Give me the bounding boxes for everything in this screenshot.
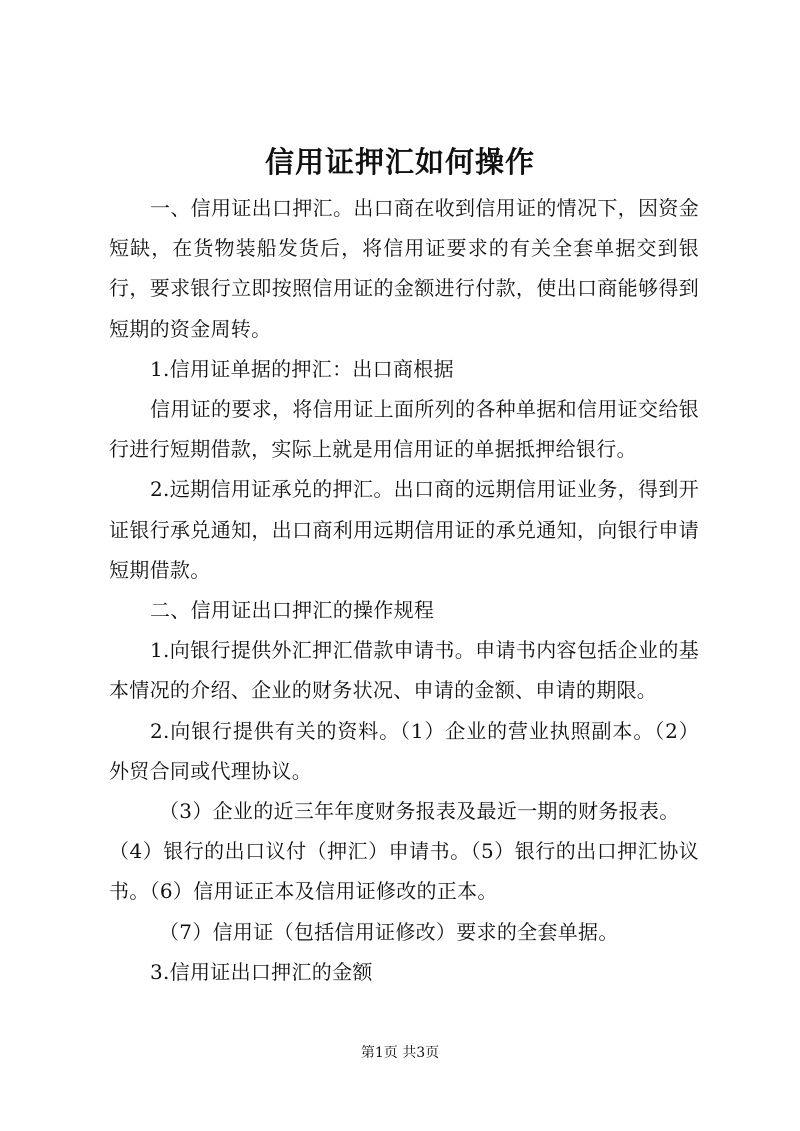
paragraph: （7）信用证（包括信用证修改）要求的全套单据。	[159, 919, 619, 944]
page-footer: 第1页 共3页	[360, 1045, 440, 1061]
document-title: 信用证押汇如何操作	[264, 145, 535, 179]
paragraph: 2.向银行提供有关的资料。（1）企业的营业执照副本。（2）外贸合同或代理协议。	[109, 718, 699, 783]
paragraph: （4）银行的出口议付（押汇）申请书。（5）银行的出口押汇协议书。（6）信用证正本及信用证修改的正本。	[109, 839, 699, 904]
paragraph: 信用证的要求，将信用证上面所列的各种单据和信用证交给银行进行短期借款，实际上就是用信用证的单据抵押给银行。	[109, 397, 699, 462]
paragraph: 一、信用证出口押汇。出口商在收到信用证的情况下，因资金短缺，在货物装船发货后，将信用证要求的有关全套单据交到银行，要求银行立即按照信用证的金额进行付款，使出口商能够得到短期的资金周转。	[109, 196, 699, 341]
paragraph: 二、信用证出口押汇的操作规程	[150, 598, 435, 623]
paragraph: 1.向银行提供外汇押汇借款申请书。申请书内容包括企业的基本情况的介绍、企业的财务状况、申请的金额、申请的期限。	[109, 638, 699, 703]
paragraph: 2.远期信用证承兑的押汇。出口商的远期信用证业务，得到开证银行承兑通知，出口商利用远期信用证的承兑通知，向银行申请短期借款。	[109, 477, 699, 582]
paragraph: 3.信用证出口押汇的金额	[150, 959, 373, 984]
paragraph: （3）企业的近三年年度财务报表及最近一期的财务报表。	[159, 799, 680, 824]
document-body	[109, 188, 699, 992]
paragraph: 1.信用证单据的押汇：出口商根据	[150, 356, 454, 381]
